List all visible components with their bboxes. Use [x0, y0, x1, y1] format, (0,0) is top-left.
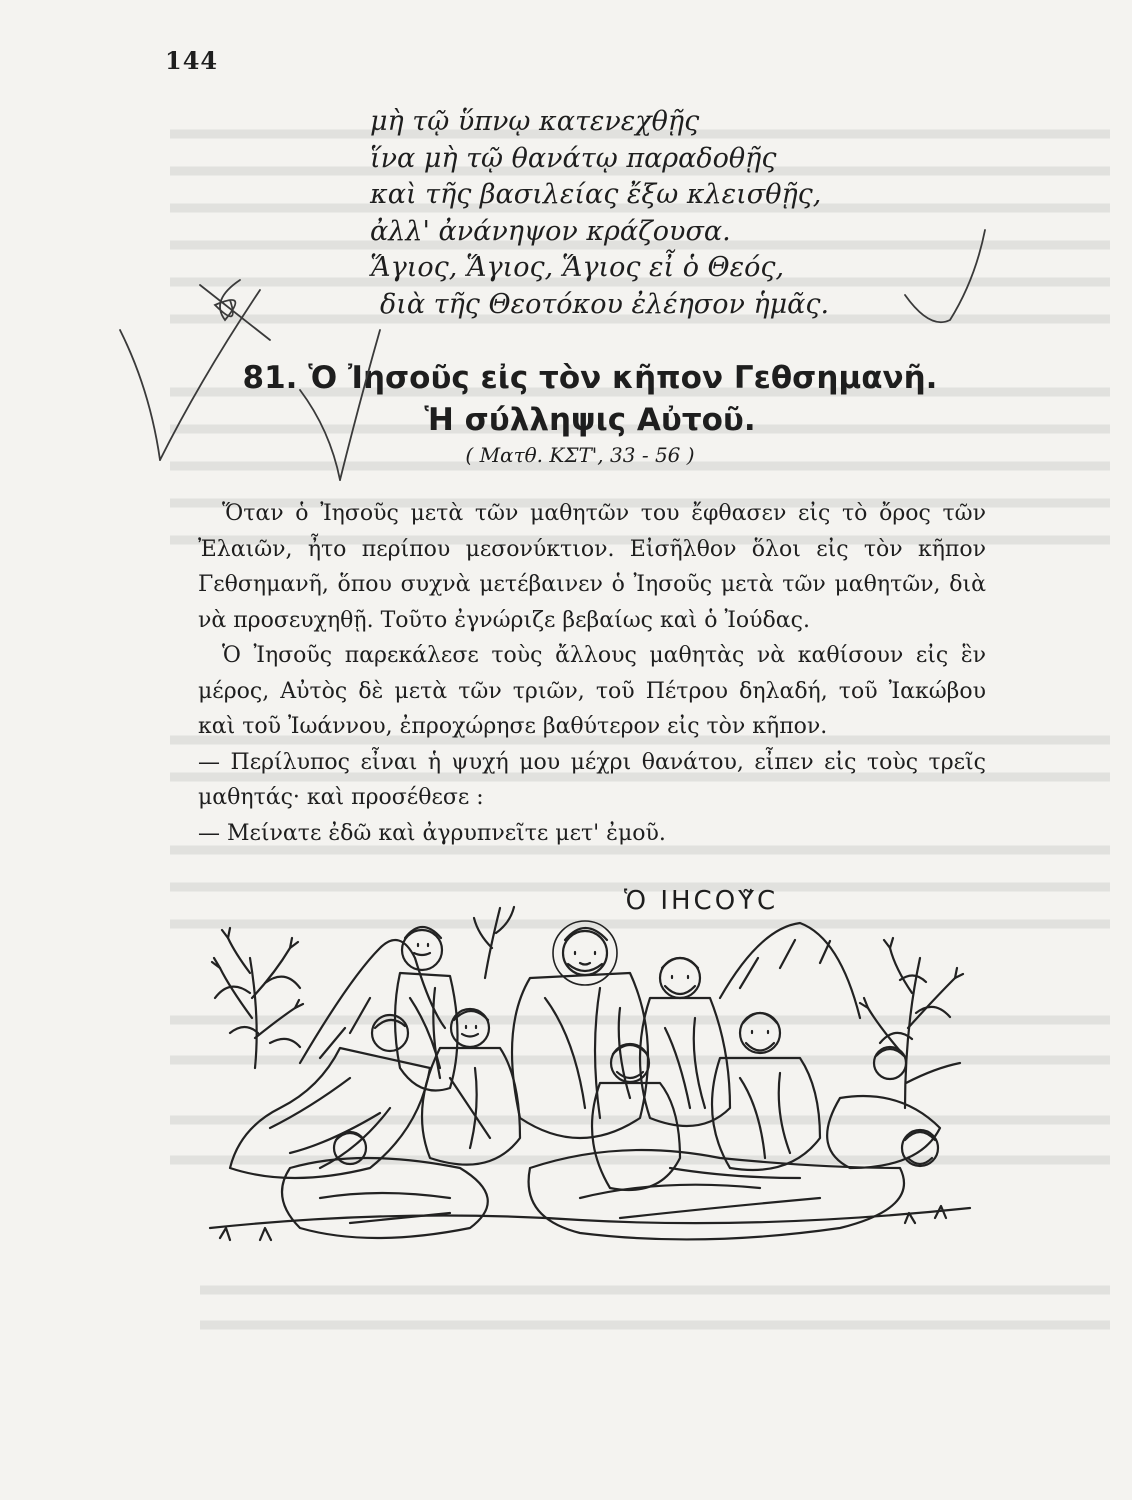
lesson-title-line-1: 81. Ὁ Ἰησοῦς εἰς τὸν κῆπον Γεθσημανῆ. [242, 360, 938, 396]
lesson-title-line-2: Ἡ σύλληψις Αὐτοῦ. [424, 402, 756, 438]
verse-line: διὰ τῆς Θεοτόκου ἐλέησον ἡμᾶς. [380, 288, 830, 320]
hymn-verse [370, 104, 890, 323]
verse-line: Ἅγιος, Ἅγιος, Ἅγιος εἶ ὁ Θεός, [370, 252, 785, 283]
paragraph: Ὅταν ὁ Ἰησοῦς μετὰ τῶν μαθητῶν του ἔφθασεν εἰς τὸ ὄρος τῶν Ἐλαιῶν, ἦτο περίπου μεσονύκτιον. Εἰσῆλθον ὅλοι εἰς τὸν κῆπον Γεθσημανῆ, ὅπου συχνὰ μετέβαινεν ὁ Ἰησοῦς μετὰ τῶν μαθητῶν, διὰ νὰ προσευχηθῇ. Τοῦτο ἐγνώριζε βεβαίως καὶ ὁ Ἰούδας. [198, 501, 986, 633]
page-number: 144 [165, 46, 219, 75]
lesson-body [198, 496, 986, 851]
verse-line: μὴ τῷ ὕπνῳ κατενεχθῇς [370, 106, 700, 137]
verse-line: ἀλλ' ἀνάνηψον κράζουσα. [370, 215, 731, 247]
verse-line: καὶ τῆς βασιλείας ἔξω κλεισθῇς, [370, 179, 822, 210]
dialogue-line: — Περίλυπος εἶναι ἡ ψυχή μου μέχρι θανάτου, εἶπεν εἰς τοὺς τρεῖς μαθητάς· καὶ προσέθεσε : [198, 749, 986, 810]
illustration-caption: Ὁ ΙΗϹΟΥ͂Ϲ [624, 886, 779, 916]
scripture-reference: ( Ματθ. ΚΣΤ', 33 - 56 ) [465, 443, 695, 467]
dialogue-line: — Μείνατε ἐδῶ καὶ ἀγρυπνεῖτε μετ' ἐμοῦ. [198, 820, 666, 846]
icon-sleeping-disciples-illustration [200, 868, 980, 1328]
lesson-title [190, 357, 990, 441]
paragraph: Ὁ Ἰησοῦς παρεκάλεσε τοὺς ἄλλους μαθητὰς νὰ καθίσουν εἰς ἓν μέρος, Αὐτὸς δὲ μετὰ τῶν τριῶν, τοῦ Πέτρου δηλαδή, τοῦ Ἰακώβου καὶ τοῦ Ἰωάννου, ἐπροχώρησε βαθύτερον εἰς τὸν κῆπον. [198, 643, 986, 739]
verse-line: ἵνα μὴ τῷ θανάτῳ παραδοθῇς [370, 142, 777, 174]
